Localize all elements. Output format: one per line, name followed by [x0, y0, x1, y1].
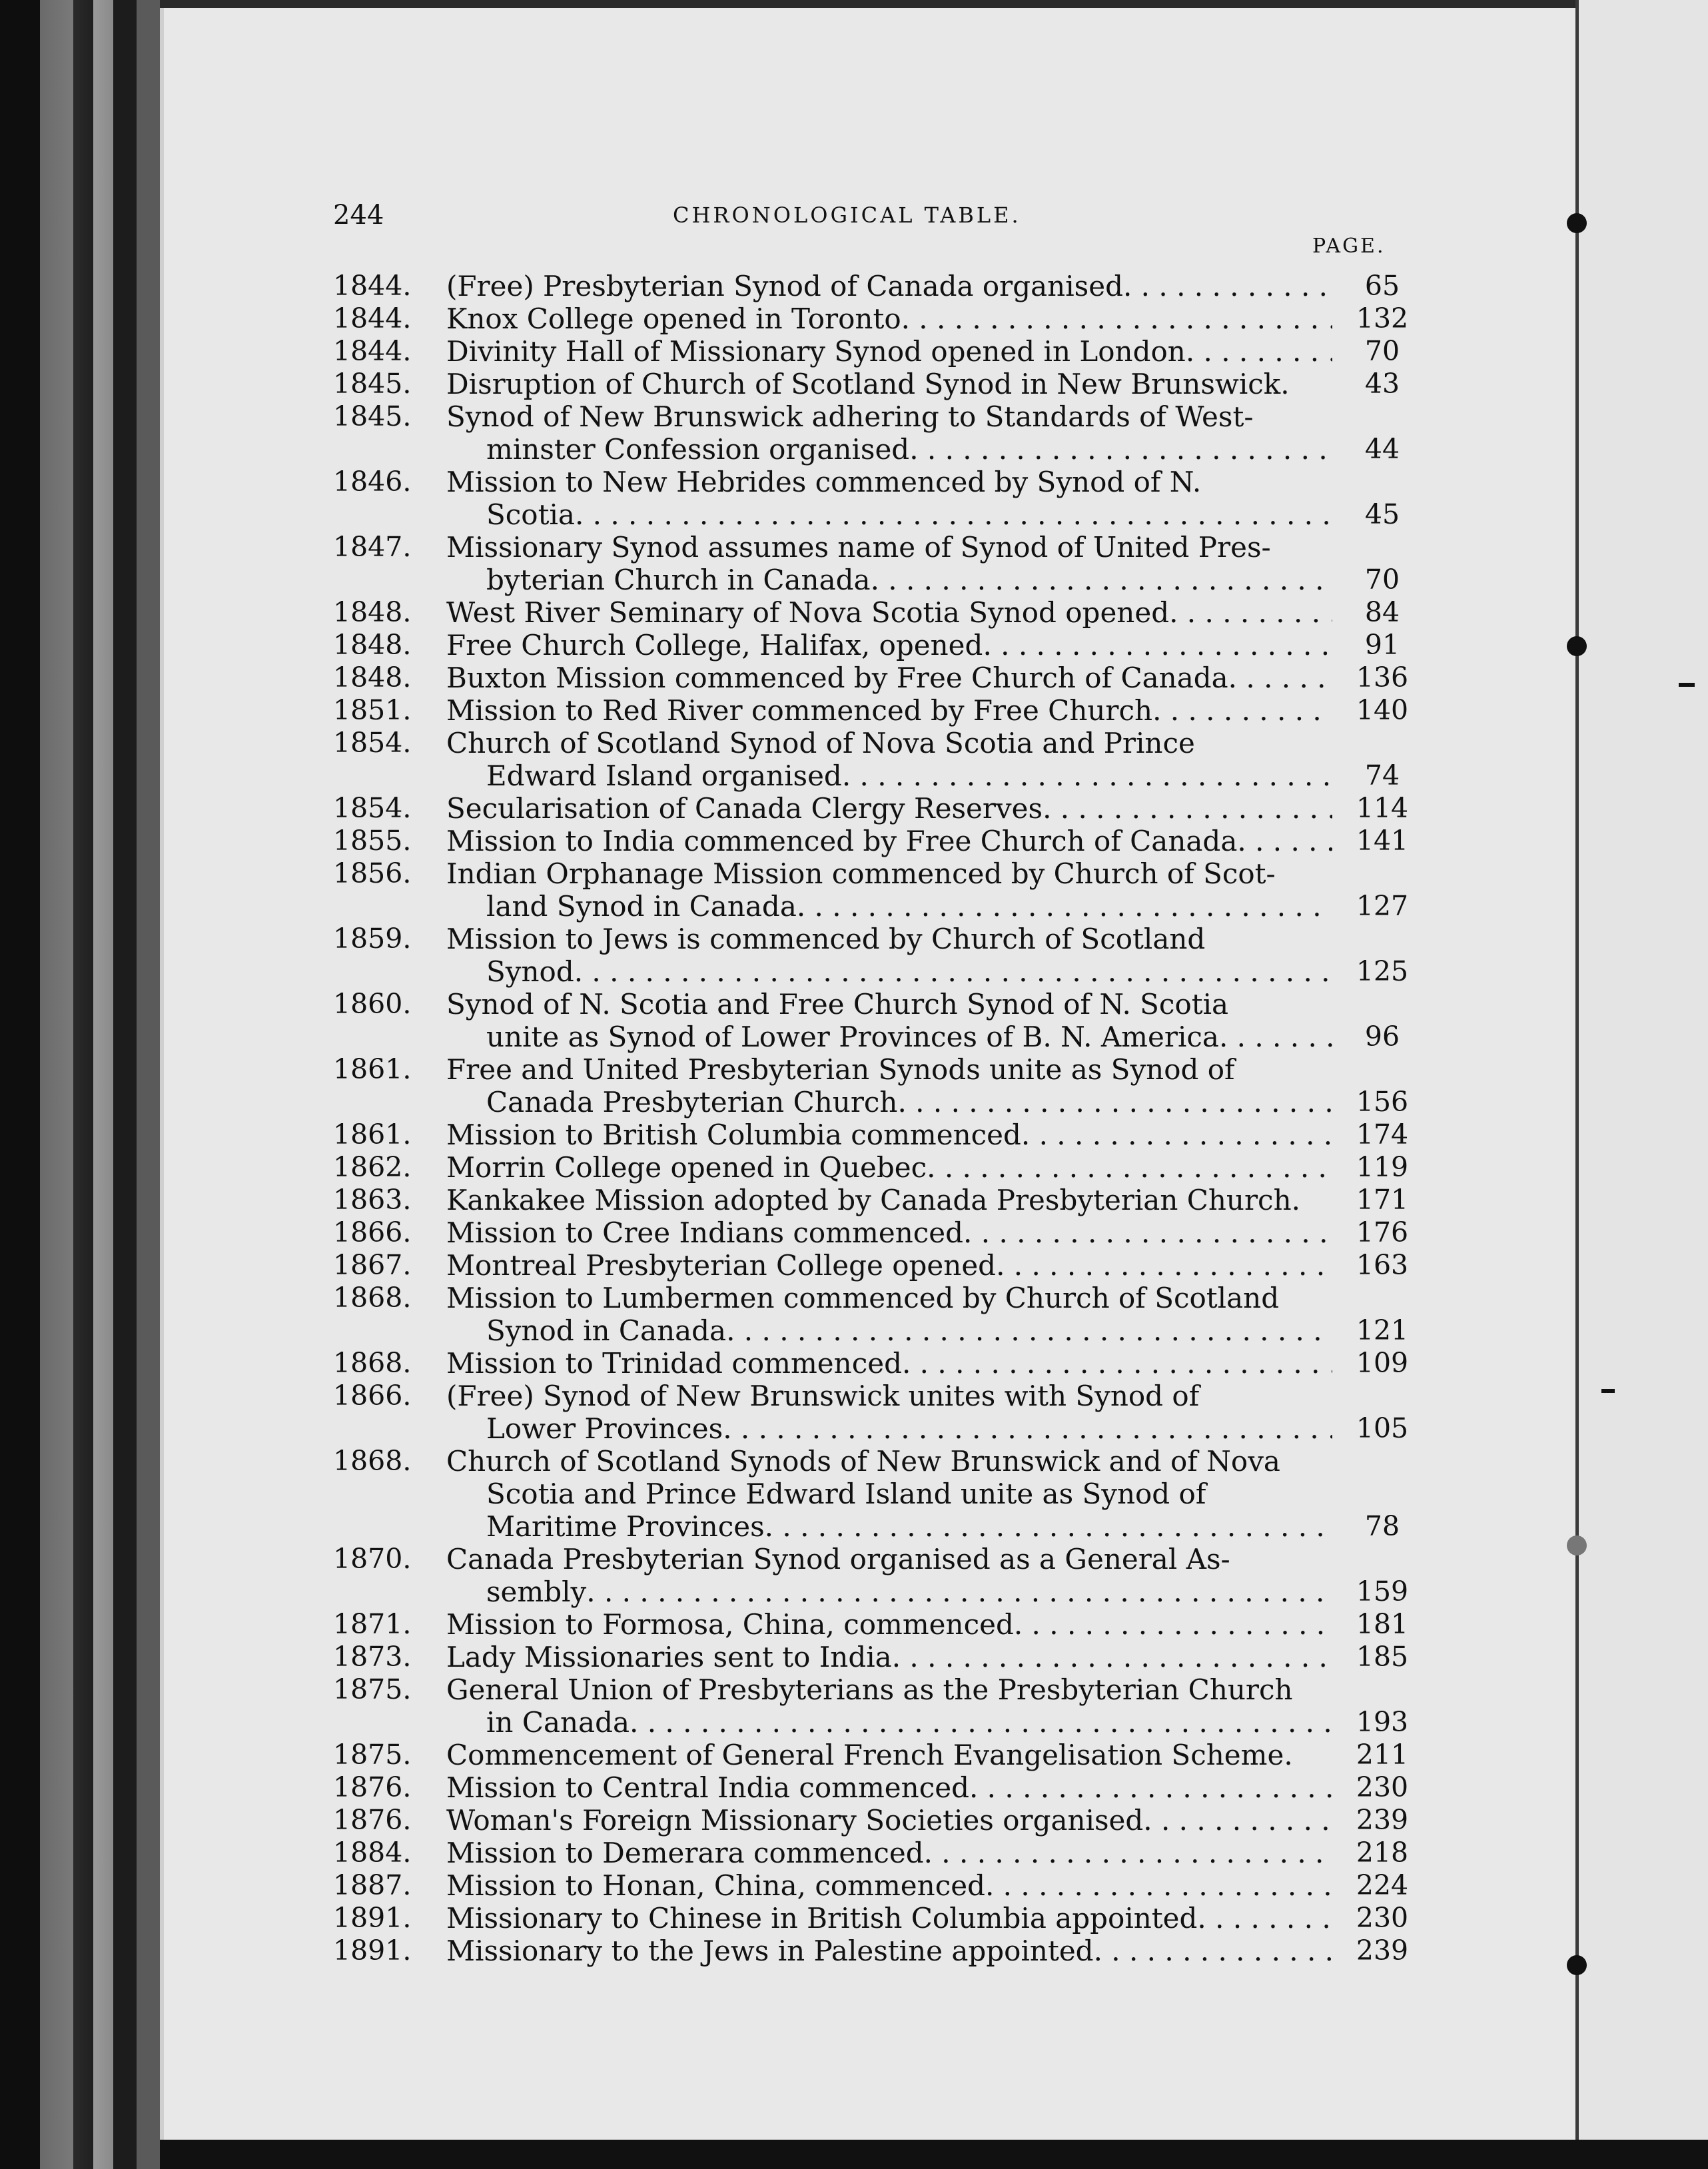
entry-page-number: 230	[1356, 1902, 1409, 1934]
entry-text: minster Confession organised	[486, 433, 910, 466]
entry-text: Secularisation of Canada Clergy Reserves	[446, 792, 1043, 825]
dot-leader	[1219, 1021, 1332, 1053]
entry-line	[446, 1347, 1332, 1380]
entry-text: Church of Scotland Synod of Nova Scotia and Prince	[446, 727, 1195, 759]
entry-line	[446, 923, 1332, 955]
entry-line	[446, 466, 1332, 498]
entry-text: West River Seminary of Nova Scotia Synod opened	[446, 596, 1170, 629]
entry-page-number: 43	[1364, 368, 1400, 400]
table-row	[333, 1739, 1419, 1771]
entry-text: Divinity Hall of Missionary Synod opened in London	[446, 335, 1186, 368]
table-row	[333, 694, 1419, 727]
dot-leader	[985, 1869, 1332, 1902]
entry-text: Indian Orphanage Mission commenced by Church of Scot-	[446, 857, 1276, 890]
entry-line	[486, 1510, 1332, 1543]
binding-mark	[1567, 213, 1587, 233]
table-row	[333, 1837, 1419, 1869]
entry-year: 1866.	[333, 1216, 412, 1248]
table-row	[333, 1216, 1419, 1249]
table-row	[333, 466, 1419, 531]
entry-line	[446, 1902, 1332, 1935]
entry-page-number: 119	[1356, 1151, 1409, 1183]
entry-year: 1861.	[333, 1053, 412, 1085]
entry-line	[446, 1739, 1332, 1771]
entry-text: Kankakee Mission adopted by Canada Presbyterian Church.	[446, 1184, 1300, 1216]
entry-line	[446, 1216, 1332, 1249]
entry-line	[486, 759, 1332, 792]
entry-year: 1856.	[333, 857, 412, 889]
entry-page-number: 141	[1356, 825, 1409, 857]
dot-leader	[723, 1412, 1332, 1445]
entry-page-number: 44	[1364, 433, 1400, 465]
entry-text: Mission to Trinidad commenced	[446, 1347, 902, 1380]
entry-line	[486, 1021, 1332, 1053]
entry-year: 1868.	[333, 1445, 412, 1477]
entry-line	[486, 498, 1332, 531]
entry-year: 1876.	[333, 1804, 412, 1836]
table-row	[333, 596, 1419, 629]
binding-mark	[1567, 1955, 1587, 1975]
table-row	[333, 727, 1419, 792]
entry-year: 1859.	[333, 923, 412, 955]
entry-text: Scotia and Prince Edward Island unite as Synod of	[486, 1478, 1206, 1510]
entry-line	[446, 1151, 1332, 1184]
dot-leader	[909, 433, 1332, 466]
table-row	[333, 792, 1419, 825]
entry-year: 1854.	[333, 727, 412, 759]
table-row	[333, 857, 1419, 923]
entry-line	[486, 1706, 1332, 1739]
table-row	[333, 270, 1419, 302]
entry-page-number: 84	[1364, 596, 1400, 628]
entry-text: in Canada	[486, 1706, 630, 1739]
entry-page-number: 193	[1356, 1706, 1409, 1738]
entry-text: Missionary Synod assumes name of Synod of United Pres-	[446, 531, 1271, 564]
dot-leader	[892, 1641, 1332, 1673]
entry-text: Free and United Presbyterian Synods unite as Synod of	[446, 1053, 1235, 1086]
dot-leader	[901, 302, 1332, 335]
entry-text: General Union of Presbyterians as the Presbyterian Church	[446, 1673, 1293, 1706]
entry-line	[446, 825, 1332, 857]
table-row	[333, 1902, 1419, 1935]
table-row	[333, 1543, 1419, 1608]
entry-page-number: 132	[1356, 302, 1409, 334]
entry-year: 1844.	[333, 270, 412, 302]
table-row	[333, 1869, 1419, 1902]
entry-text: Missionary to Chinese in British Columbia appointed	[446, 1902, 1198, 1935]
page-fold-line	[1575, 0, 1579, 2169]
entry-page-number: 239	[1356, 1804, 1409, 1836]
dot-leader	[1186, 335, 1332, 368]
entry-year: 1875.	[333, 1673, 412, 1705]
entry-text: Mission to India commenced by Free Church of Canada	[446, 825, 1238, 857]
dot-leader	[996, 1249, 1332, 1282]
dot-leader	[1014, 1608, 1332, 1641]
entry-page-number: 185	[1356, 1641, 1409, 1673]
entry-line	[446, 1771, 1332, 1804]
entry-line	[446, 792, 1332, 825]
entry-text: Missionary to the Jews in Palestine appointed	[446, 1935, 1094, 1967]
table-row	[333, 1935, 1419, 1967]
entry-text: Mission to British Columbia commenced	[446, 1118, 1021, 1151]
entry-text: Synod of N. Scotia and Free Church Synod of N. Scotia	[446, 988, 1229, 1021]
entry-page-number: 156	[1356, 1086, 1409, 1118]
entry-text: Disruption of Church of Scotland Synod in New Brunswick.	[446, 368, 1290, 400]
page-number: 244	[333, 200, 384, 230]
entry-text: Woman's Foreign Missionary Societies organised	[446, 1804, 1144, 1837]
chronological-table	[333, 270, 1419, 1967]
dot-leader	[1021, 1118, 1332, 1151]
entry-page-number: 176	[1356, 1216, 1409, 1248]
table-row	[333, 531, 1419, 596]
table-row	[333, 1249, 1419, 1282]
binding-mark	[1567, 1535, 1587, 1555]
entry-line	[446, 988, 1332, 1021]
entry-line	[486, 1086, 1332, 1118]
page-title: CHRONOLOGICAL TABLE.	[673, 203, 1021, 228]
entry-year: 1868.	[333, 1347, 412, 1379]
entry-line	[446, 368, 1332, 400]
entry-text: Mission to Jews is commenced by Church of Scotland	[446, 923, 1206, 955]
entry-line	[446, 596, 1332, 629]
entry-text: Lower Provinces	[486, 1412, 723, 1445]
dot-leader	[1043, 792, 1332, 825]
entry-page-number: 140	[1356, 694, 1409, 726]
entry-page-number: 224	[1356, 1869, 1409, 1901]
entry-line	[446, 694, 1332, 727]
table-row	[333, 1445, 1419, 1543]
entry-page-number: 211	[1356, 1739, 1409, 1771]
scan-left-edge	[0, 0, 160, 2169]
table-row	[333, 661, 1419, 694]
entry-year: 1848.	[333, 661, 412, 693]
entry-line	[446, 1543, 1332, 1575]
entry-line	[446, 661, 1332, 694]
entry-text: Synod of New Brunswick adhering to Standards of West-	[446, 400, 1254, 433]
dot-leader	[924, 1837, 1332, 1869]
entry-line	[486, 1314, 1332, 1347]
entry-page-number: 218	[1356, 1837, 1409, 1869]
page-column-label: PAGE.	[1312, 234, 1386, 258]
entry-year: 1861.	[333, 1118, 412, 1150]
entry-page-number: 70	[1364, 335, 1400, 367]
table-row	[333, 1282, 1419, 1347]
entry-year: 1851.	[333, 694, 412, 726]
entry-year: 1866.	[333, 1380, 412, 1412]
dot-leader	[726, 1314, 1332, 1347]
table-row	[333, 1804, 1419, 1837]
entry-year: 1867.	[333, 1249, 412, 1281]
entry-line	[446, 1804, 1332, 1837]
entry-line	[486, 1412, 1332, 1445]
entry-line	[486, 1575, 1332, 1608]
entry-page-number: 78	[1364, 1510, 1400, 1542]
entry-page-number: 163	[1356, 1249, 1409, 1281]
dot-leader	[842, 759, 1332, 792]
entry-page-number: 125	[1356, 955, 1409, 987]
entry-line	[446, 1053, 1332, 1086]
entry-year: 1847.	[333, 531, 412, 563]
dot-leader	[574, 955, 1332, 988]
entry-text: Mission to Central India commenced	[446, 1771, 969, 1804]
dot-leader	[871, 564, 1332, 596]
dot-leader	[1197, 1902, 1332, 1935]
entry-line	[446, 1118, 1332, 1151]
binding-mark	[1567, 636, 1587, 656]
edge-tick	[1679, 683, 1695, 687]
entry-page-number: 109	[1356, 1347, 1409, 1379]
entry-line	[446, 1673, 1332, 1706]
entry-year: 1862.	[333, 1151, 412, 1183]
entry-year: 1891.	[333, 1902, 412, 1934]
dot-leader	[586, 1575, 1332, 1608]
entry-text: Mission to Lumbermen commenced by Church of Scotland	[446, 1282, 1280, 1314]
dot-leader	[897, 1086, 1332, 1118]
entry-year: 1876.	[333, 1771, 412, 1803]
table-row	[333, 1641, 1419, 1673]
entry-text: Montreal Presbyterian College opened	[446, 1249, 997, 1282]
entry-year: 1844.	[333, 302, 412, 334]
table-row	[333, 629, 1419, 661]
entry-text: unite as Synod of Lower Provinces of B. N. America	[486, 1021, 1219, 1053]
entry-text: Commencement of General French Evangelisation Scheme.	[446, 1739, 1293, 1771]
entry-text: sembly	[486, 1575, 587, 1608]
table-row	[333, 1771, 1419, 1804]
entry-line	[446, 1380, 1332, 1412]
entry-text: Canada Presbyterian Synod organised as a General As-	[446, 1543, 1230, 1575]
entry-line	[446, 1184, 1332, 1216]
table-row	[333, 1347, 1419, 1380]
entry-year: 1873.	[333, 1641, 412, 1673]
entry-year: 1846.	[333, 466, 412, 498]
entry-line	[446, 1249, 1332, 1282]
entry-text: Canada Presbyterian Church	[486, 1086, 898, 1118]
entry-text: Mission to Cree Indians commenced	[446, 1216, 964, 1249]
entry-text: Synod	[486, 955, 574, 988]
entry-year: 1845.	[333, 368, 412, 400]
table-row	[333, 335, 1419, 368]
entry-line	[446, 1837, 1332, 1869]
entry-page-number: 174	[1356, 1118, 1409, 1150]
entry-year: 1871.	[333, 1608, 412, 1640]
facing-page-edge	[1579, 0, 1708, 2169]
dot-leader	[1152, 694, 1332, 727]
entry-page-number: 127	[1356, 890, 1409, 922]
table-row	[333, 1053, 1419, 1118]
table-row	[333, 1673, 1419, 1739]
entry-page-number: 239	[1356, 1935, 1409, 1966]
entry-page-number: 136	[1356, 661, 1409, 693]
entry-page-number: 65	[1364, 270, 1400, 302]
entry-line	[446, 270, 1332, 302]
entry-page-number: 114	[1356, 792, 1409, 824]
dot-leader	[630, 1706, 1332, 1739]
entry-line	[486, 955, 1332, 988]
entry-page-number: 91	[1364, 629, 1400, 661]
entry-text: (Free) Synod of New Brunswick unites with Synod of	[446, 1380, 1200, 1412]
entry-year: 1868.	[333, 1282, 412, 1314]
dot-leader	[1123, 270, 1332, 302]
dot-leader	[1228, 661, 1332, 694]
entry-year: 1860.	[333, 988, 412, 1020]
entry-text: Synod in Canada	[486, 1314, 727, 1347]
dot-leader	[927, 1151, 1332, 1184]
entry-line	[446, 1608, 1332, 1641]
entry-line	[446, 400, 1332, 433]
entry-year: 1870.	[333, 1543, 412, 1575]
dot-leader	[1143, 1804, 1332, 1837]
entry-text: Knox College opened in Toronto	[446, 302, 901, 335]
entry-text: Edward Island organised	[486, 759, 842, 792]
entry-line	[446, 1935, 1332, 1967]
entry-line	[446, 302, 1332, 335]
edge-tick	[1601, 1389, 1615, 1393]
entry-line	[446, 335, 1332, 368]
entry-line	[486, 1478, 1332, 1510]
entry-year: 1844.	[333, 335, 412, 367]
table-row	[333, 400, 1419, 466]
entry-line	[446, 857, 1332, 890]
table-row	[333, 1184, 1419, 1216]
entry-text: Scotia	[486, 498, 575, 531]
entry-year: 1887.	[333, 1869, 412, 1901]
scan-bottom-edge	[160, 2140, 1708, 2169]
dot-leader	[963, 1216, 1332, 1249]
entry-text: Mission to Demerara commenced	[446, 1837, 924, 1869]
table-row	[333, 988, 1419, 1053]
entry-line	[486, 890, 1332, 923]
entry-text: Mission to Honan, China, commenced	[446, 1869, 985, 1902]
entry-year: 1863.	[333, 1184, 412, 1216]
entry-text: Mission to Formosa, China, commenced	[446, 1608, 1014, 1641]
entry-year: 1855.	[333, 825, 412, 857]
entry-line	[446, 1445, 1332, 1478]
entry-line	[446, 1869, 1332, 1902]
entry-text: Maritime Provinces	[486, 1510, 765, 1543]
dot-leader	[765, 1510, 1332, 1543]
table-row	[333, 825, 1419, 857]
entry-page-number: 230	[1356, 1771, 1409, 1803]
table-row	[333, 368, 1419, 400]
entry-page-number: 74	[1364, 759, 1400, 791]
table-row	[333, 302, 1419, 335]
entry-page-number: 96	[1364, 1021, 1400, 1053]
entry-text: Mission to New Hebrides commenced by Synod of N.	[446, 466, 1202, 498]
dot-leader	[969, 1771, 1332, 1804]
entry-year: 1848.	[333, 596, 412, 628]
table-row	[333, 1118, 1419, 1151]
entry-year: 1854.	[333, 792, 412, 824]
table-row	[333, 923, 1419, 988]
entry-page-number: 171	[1356, 1184, 1409, 1216]
entry-text: Buxton Mission commenced by Free Church of Canada	[446, 661, 1228, 694]
entry-line	[446, 727, 1332, 759]
table-row	[333, 1380, 1419, 1445]
entry-line	[446, 1641, 1332, 1673]
entry-year: 1845.	[333, 400, 412, 432]
running-head	[333, 200, 1412, 240]
entry-line	[446, 531, 1332, 564]
dot-leader	[1169, 596, 1332, 629]
entry-text: Lady Missionaries sent to India	[446, 1641, 892, 1673]
dot-leader	[1237, 825, 1332, 857]
entry-line	[486, 433, 1332, 466]
entry-page-number: 159	[1356, 1575, 1409, 1607]
entry-year: 1875.	[333, 1739, 412, 1771]
entry-text: (Free) Presbyterian Synod of Canada organised	[446, 270, 1123, 302]
entry-text: byterian Church in Canada	[486, 564, 871, 596]
entry-page-number: 121	[1356, 1314, 1409, 1346]
table-row	[333, 1151, 1419, 1184]
entry-text: land Synod in Canada	[486, 890, 797, 923]
entry-page-number: 70	[1364, 564, 1400, 596]
dot-leader	[1094, 1935, 1332, 1967]
entry-page-number: 105	[1356, 1412, 1409, 1444]
entry-year: 1848.	[333, 629, 412, 661]
entry-line	[446, 629, 1332, 661]
entry-text: Morrin College opened in Quebec	[446, 1151, 927, 1184]
dot-leader	[797, 890, 1332, 923]
dot-leader	[575, 498, 1332, 531]
table-row	[333, 1608, 1419, 1641]
entry-year: 1884.	[333, 1837, 412, 1869]
entry-line	[446, 1282, 1332, 1314]
entry-year: 1891.	[333, 1935, 412, 1966]
dot-leader	[983, 629, 1332, 661]
entry-page-number: 45	[1364, 498, 1400, 530]
entry-text: Mission to Red River commenced by Free Church	[446, 694, 1153, 727]
entry-line	[486, 564, 1332, 596]
entry-text: Free Church College, Halifax, opened	[446, 629, 983, 661]
dot-leader	[902, 1347, 1332, 1380]
entry-text: Church of Scotland Synods of New Brunswick and of Nova	[446, 1445, 1280, 1478]
entry-page-number: 181	[1356, 1608, 1409, 1640]
